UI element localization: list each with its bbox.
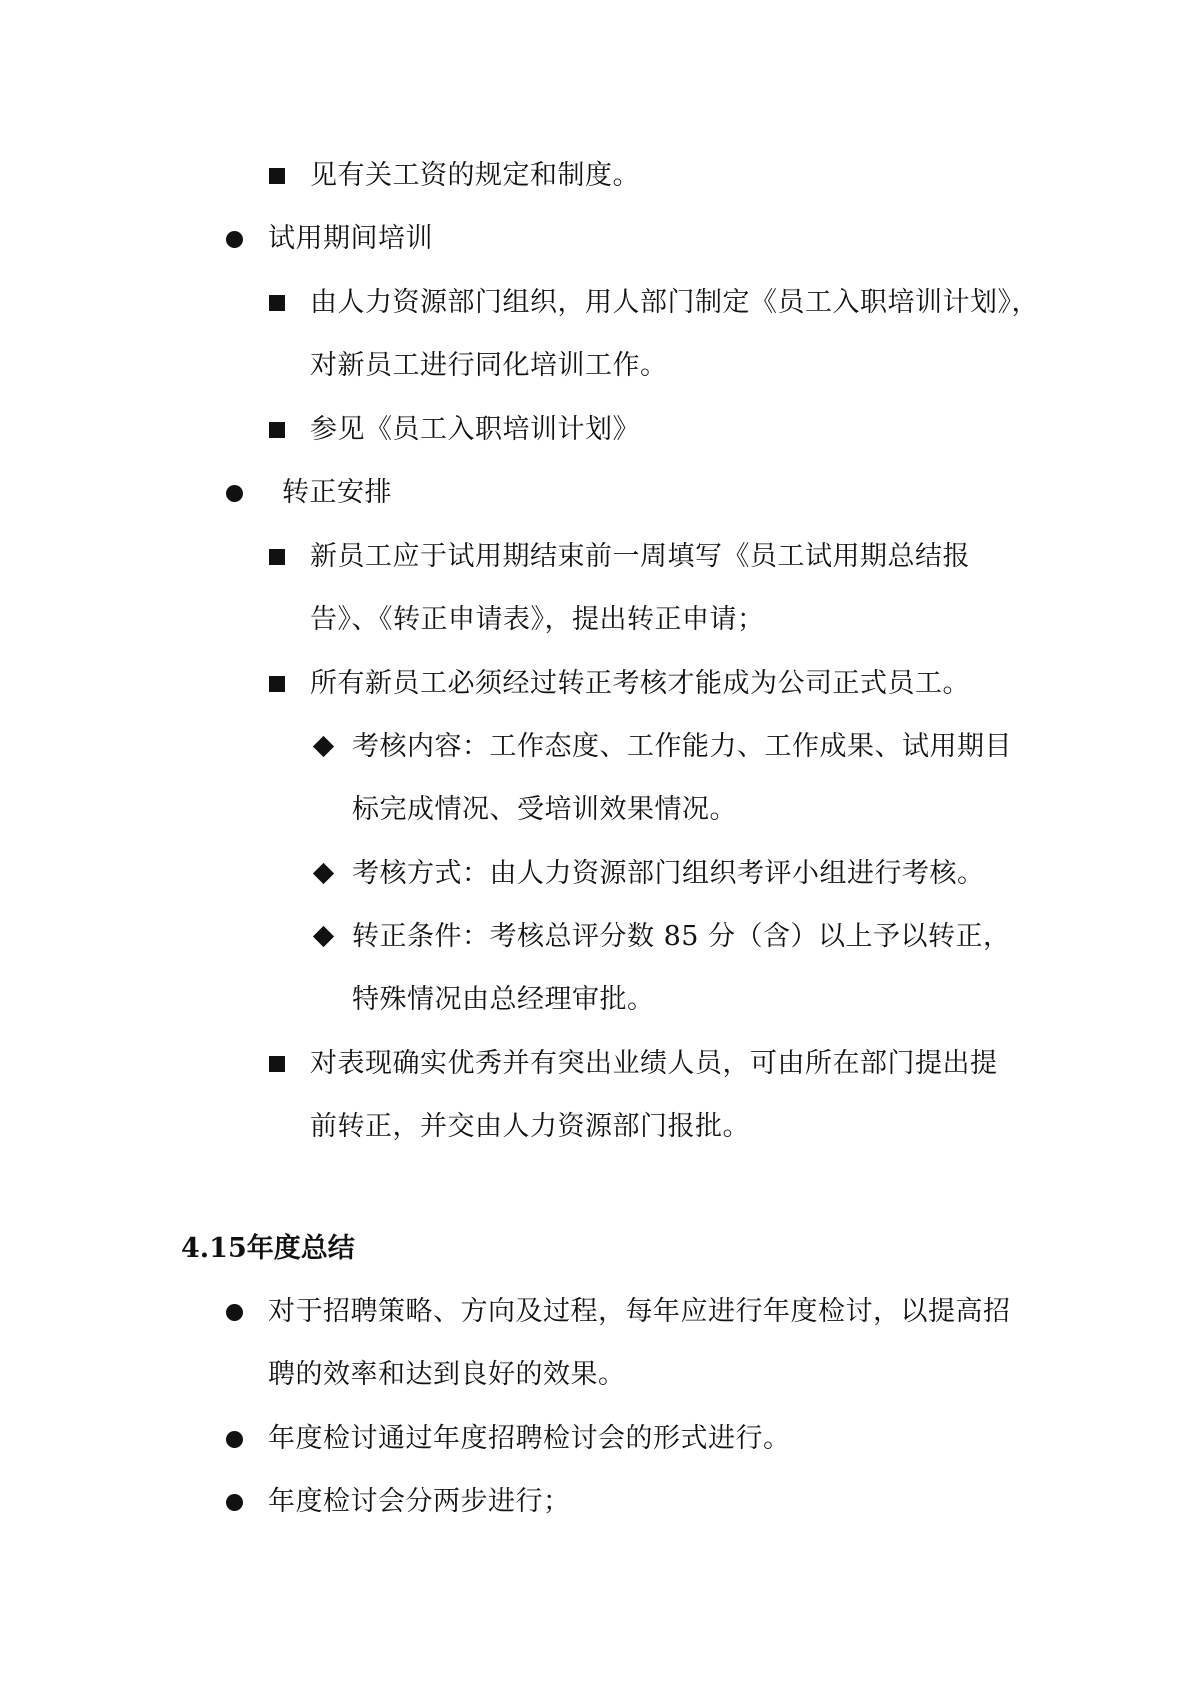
circle-bullet-icon bbox=[226, 485, 243, 502]
list-item-text: 新员工应于试用期结束前一周填写《员工试用期总结报 bbox=[310, 541, 970, 572]
section-heading: 4.15年度总结 bbox=[181, 1233, 355, 1264]
list-item-text-continued: 特殊情况由总经理审批。 bbox=[352, 984, 655, 1015]
square-bullet-icon bbox=[269, 422, 285, 438]
list-item-text: 转正安排 bbox=[282, 477, 392, 508]
list-item-text: 参见《员工入职培训计划》 bbox=[310, 414, 640, 445]
list-item-text: 由人力资源部门组织，用人部门制定《员工入职培训计划》， bbox=[310, 287, 1039, 318]
list-item-text-continued: 前转正，并交由人力资源部门报批。 bbox=[310, 1111, 750, 1142]
list-item-text: 试用期间培训 bbox=[268, 223, 433, 254]
square-bullet-icon bbox=[269, 168, 285, 184]
diamond-bullet-icon bbox=[313, 863, 334, 884]
list-item-text-continued: 聘的效率和达到良好的效果。 bbox=[268, 1359, 626, 1390]
circle-bullet-icon bbox=[226, 1494, 243, 1511]
circle-bullet-icon bbox=[226, 1304, 243, 1321]
square-bullet-icon bbox=[269, 676, 285, 692]
square-bullet-icon bbox=[269, 1056, 285, 1072]
diamond-bullet-icon bbox=[313, 736, 334, 757]
list-item-text: 年度检讨会分两步进行； bbox=[268, 1486, 571, 1517]
list-item-text: 见有关工资的规定和制度。 bbox=[310, 160, 640, 191]
list-item-text: 对表现确实优秀并有突出业绩人员，可由所在部门提出提 bbox=[310, 1048, 998, 1079]
list-item-text: 所有新员工必须经过转正考核才能成为公司正式员工。 bbox=[310, 668, 970, 699]
square-bullet-icon bbox=[269, 295, 285, 311]
list-item-text: 年度检讨通过年度招聘检讨会的形式进行。 bbox=[268, 1423, 791, 1454]
list-item-text-continued: 告》、《转正申请表》，提出转正申请； bbox=[310, 604, 765, 635]
circle-bullet-icon bbox=[226, 231, 243, 248]
list-item-text-continued: 标完成情况、受培训效果情况。 bbox=[352, 794, 737, 825]
diamond-bullet-icon bbox=[313, 926, 334, 947]
list-item-text: 考核方式：由人力资源部门组织考评小组进行考核。 bbox=[352, 858, 985, 889]
list-item-text: 转正条件：考核总评分数 85 分（含）以上予以转正， bbox=[352, 921, 1011, 952]
list-item-text-continued: 对新员工进行同化培训工作。 bbox=[310, 350, 668, 381]
list-item-text: 考核内容：工作态度、工作能力、工作成果、试用期目 bbox=[352, 731, 1012, 762]
circle-bullet-icon bbox=[226, 1431, 243, 1448]
list-item-text: 对于招聘策略、方向及过程，每年应进行年度检讨，以提高招 bbox=[268, 1296, 1011, 1327]
square-bullet-icon bbox=[269, 549, 285, 565]
